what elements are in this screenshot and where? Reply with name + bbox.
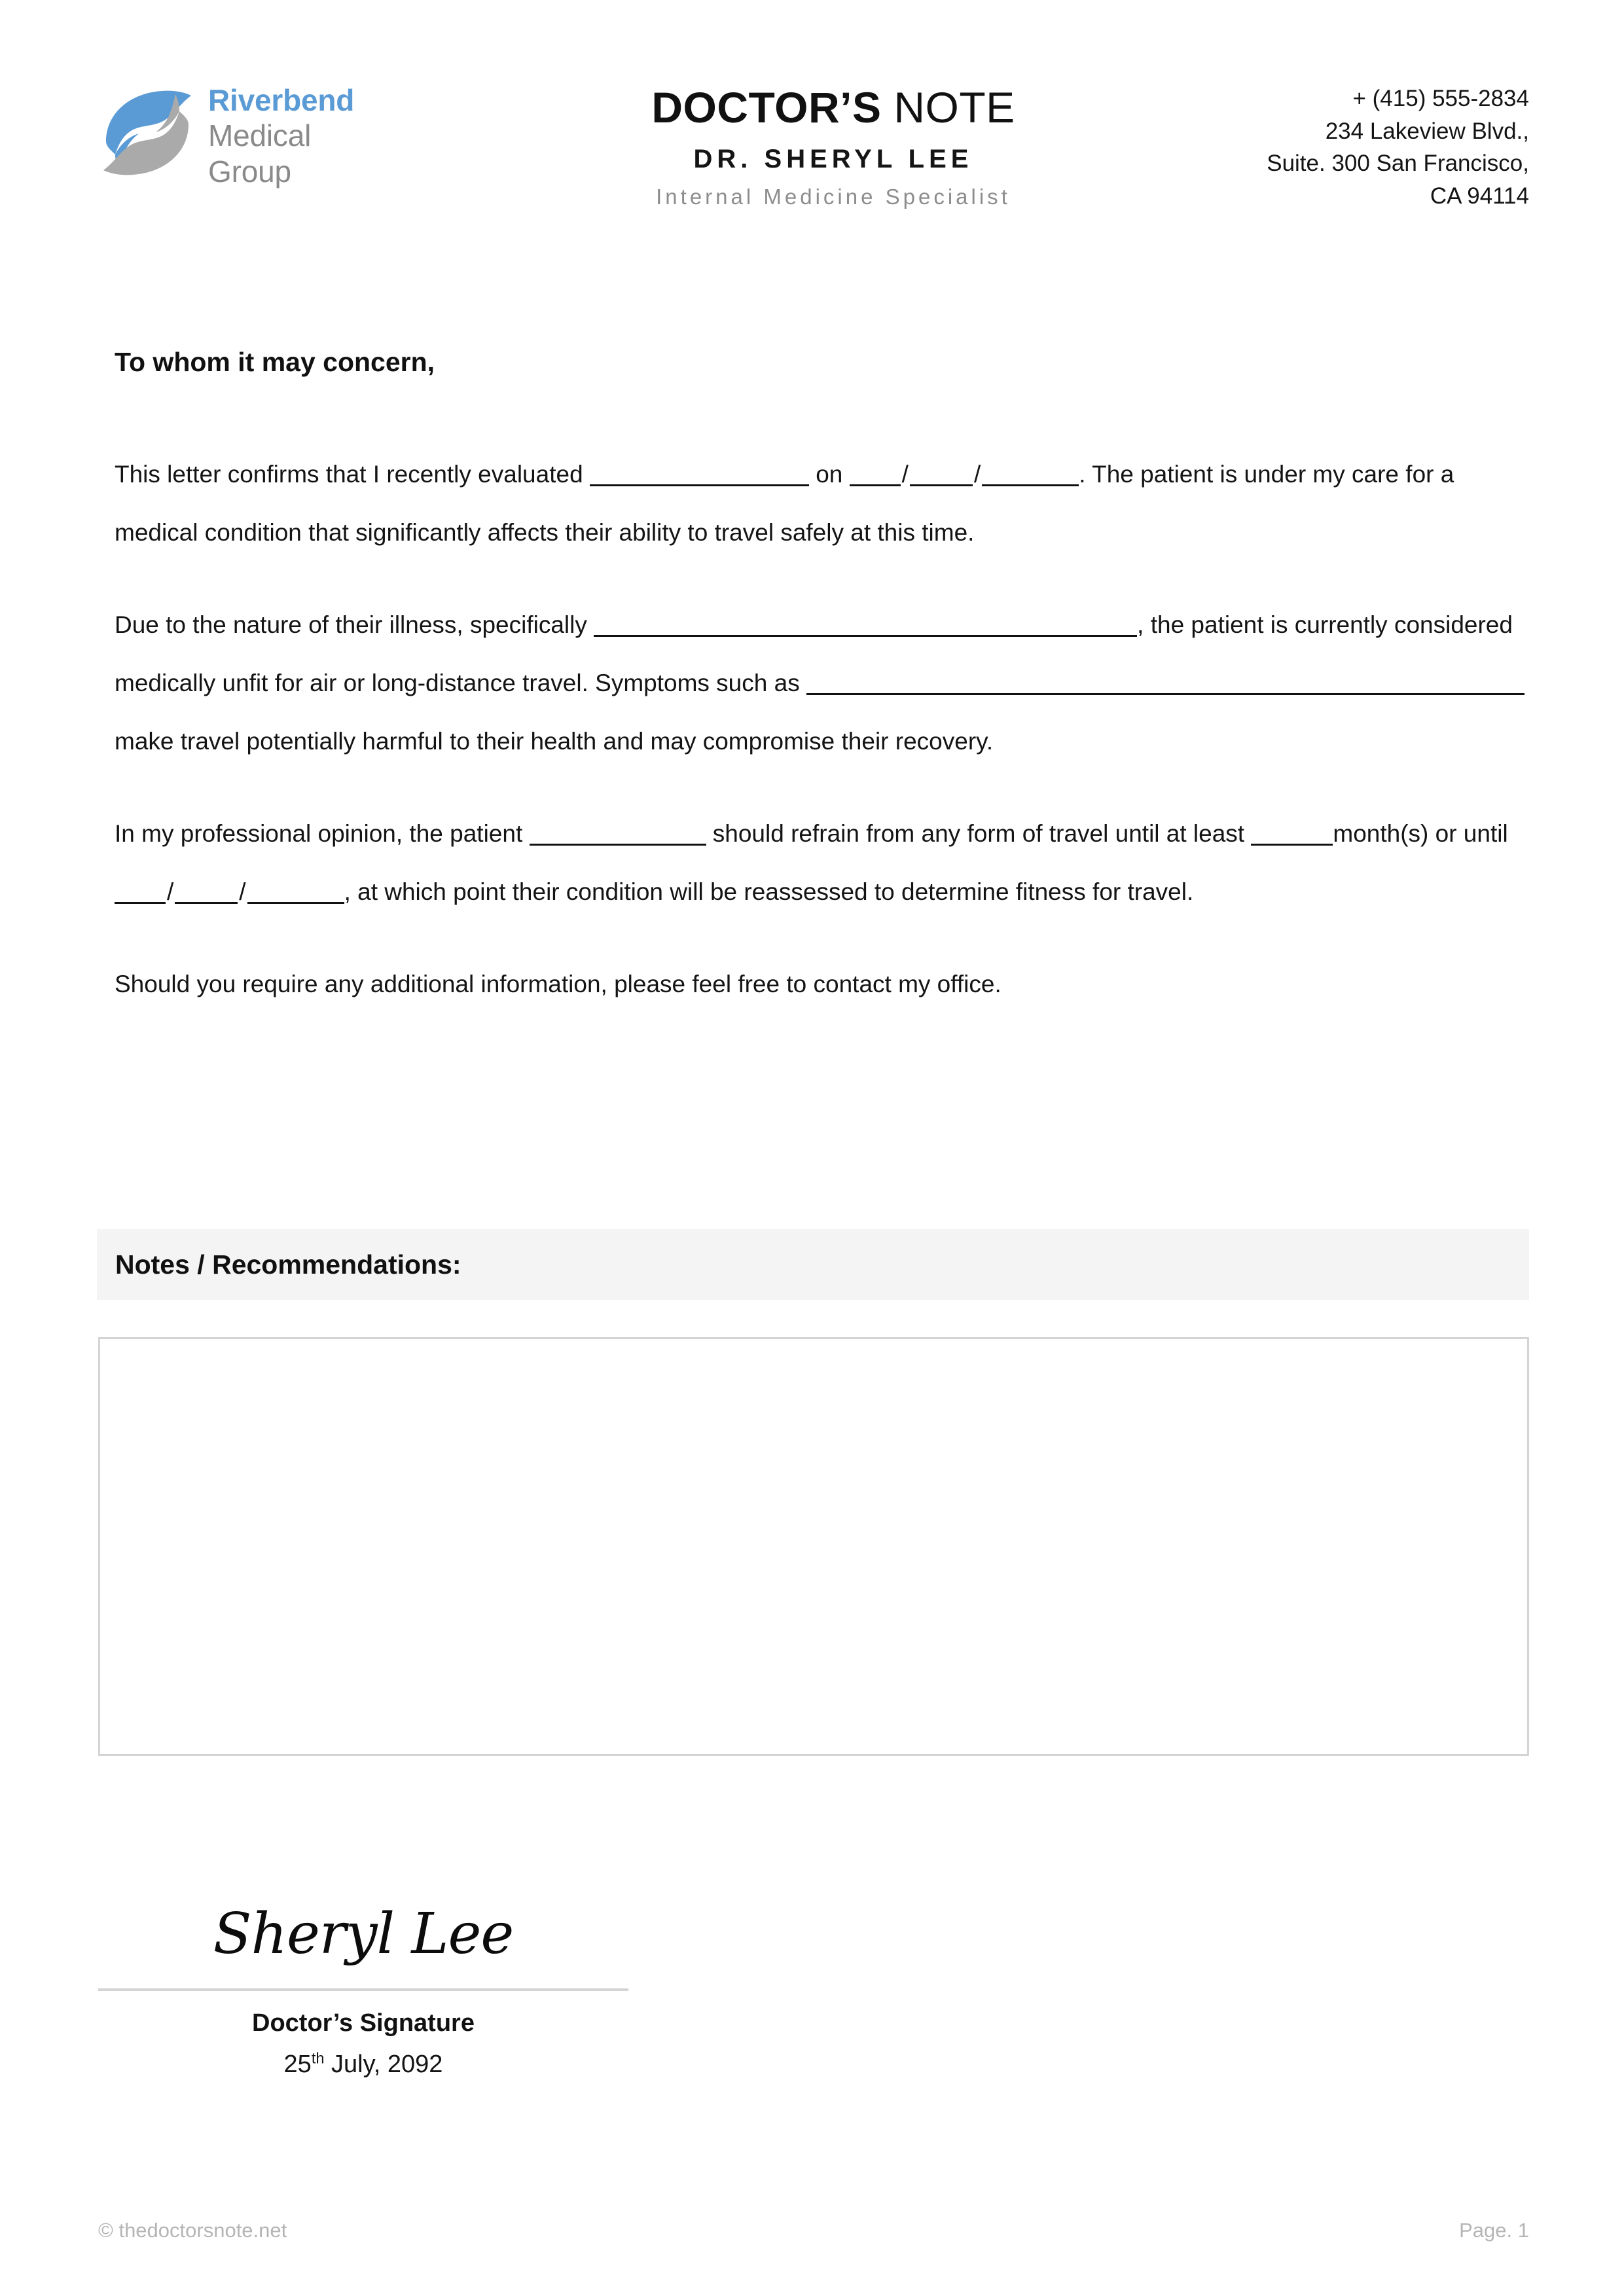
eval-date-day-blank[interactable]: [850, 458, 901, 486]
brand-name-line-1: Riverbend: [208, 83, 355, 117]
p3-text-b: should refrain from any form of travel until at least: [706, 820, 1252, 847]
contact-street: 234 Lakeview Blvd.,: [1325, 118, 1529, 144]
signature-date-day: 25: [283, 2051, 312, 2078]
review-date-month-blank[interactable]: [175, 876, 238, 904]
symptoms-blank[interactable]: [806, 667, 1525, 695]
paragraph-evaluation: [115, 445, 1528, 562]
letter-body: [115, 445, 1528, 1013]
document-header: [98, 79, 1529, 213]
brand-name-line-3: Group: [208, 154, 291, 188]
page-title: [504, 85, 1163, 130]
p3-text-a: In my professional opinion, the patient: [115, 820, 530, 847]
patient-name-blank[interactable]: [590, 458, 809, 486]
review-date-slash-1: /: [167, 878, 174, 905]
p3-text-c: month(s) or until: [1333, 820, 1508, 847]
p1-text-a: This letter confirms that I recently evaluated: [115, 461, 590, 488]
salutation: To whom it may concern,: [115, 347, 435, 377]
months-blank[interactable]: [1251, 817, 1333, 846]
p2-text-c: make travel potentially harmful to their health and may compromise their recovery.: [115, 728, 994, 755]
paragraph-illness: [115, 596, 1528, 770]
review-date-slash-2: /: [239, 878, 246, 905]
p2-text-a: Due to the nature of their illness, specifically: [115, 611, 594, 638]
p3-text-d: , at which point their condition will be reassessed to determine fitness for travel.: [344, 878, 1194, 905]
review-date-year-blank[interactable]: [247, 876, 344, 904]
illness-blank[interactable]: [594, 609, 1137, 637]
signature-date-rest: July, 2092: [324, 2051, 443, 2078]
clinic-contact-block: [1163, 79, 1529, 213]
eval-date-slash-2: /: [973, 461, 981, 488]
footer-copyright: © thedoctorsnote.net: [98, 2219, 287, 2242]
contact-phone: + (415) 555-2834: [1352, 86, 1529, 111]
contact-city: Suite. 300 San Francisco,: [1267, 151, 1529, 177]
brand-name-line-2: Medical: [208, 118, 312, 153]
eval-date-year-blank[interactable]: [982, 458, 1079, 486]
signature-area: [98, 1885, 628, 2079]
notes-input-box[interactable]: [98, 1337, 1529, 1756]
footer-page-number: Page. 1: [1459, 2219, 1529, 2242]
doctor-name: DR. SHERYL LEE: [693, 145, 973, 174]
doctor-specialty: Internal Medicine Specialist: [656, 185, 1011, 209]
notes-section-header: [97, 1229, 1529, 1300]
patient-reference-blank[interactable]: [530, 817, 706, 846]
page-title-light: NOTE: [881, 83, 1015, 132]
paragraph-contact: Should you require any additional information, please feel free to contact my office.: [115, 971, 1001, 997]
notes-section-label: Notes / Recommendations:: [115, 1249, 461, 1280]
title-block: [504, 79, 1163, 209]
signature-mark: Sheryl Lee: [213, 1901, 514, 1967]
paragraph-opinion: [115, 804, 1528, 921]
p1-text-b: on: [808, 461, 850, 488]
p1-text-c: . The patient is under my care for a medical condition that significantly affects their ability to travel safely at this time.: [115, 461, 1454, 546]
page-title-strong: DOCTOR’S: [651, 83, 882, 132]
eval-date-month-blank[interactable]: [910, 458, 973, 486]
p2-text-b: , the patient is currently considered medically unfit for air or long-distance travel. Symptoms such as: [115, 611, 1513, 696]
page-footer: [98, 2219, 1529, 2242]
review-date-day-blank[interactable]: [115, 876, 166, 904]
signature-date-ordinal: th: [311, 2049, 325, 2067]
riverbend-hands-wave-logo-icon: [98, 81, 196, 186]
contact-state-zip: CA 94114: [1430, 183, 1529, 209]
signature-caption: Doctor’s Signature: [252, 2009, 475, 2037]
brand-block: [98, 79, 504, 189]
brand-wordmark: [208, 79, 354, 189]
signature-date: [98, 2051, 628, 2079]
eval-date-slash-1: /: [901, 461, 909, 488]
signature-rule: [98, 1988, 628, 1991]
